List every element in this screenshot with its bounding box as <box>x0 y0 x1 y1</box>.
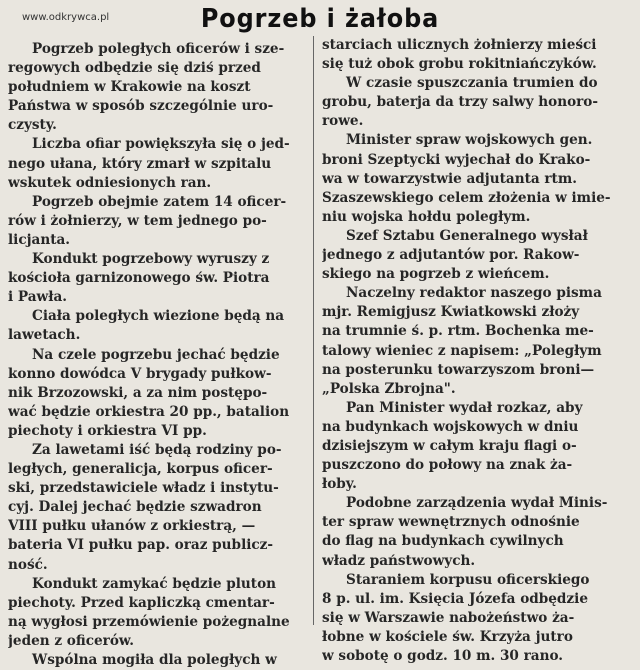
article-title: Pogrzeb i żałoba <box>200 4 440 34</box>
text-line: rów i żołnierzy, w tem jednego po- <box>8 212 267 229</box>
text-line: talowy wieniec z napisem: „Poległym <box>322 342 602 359</box>
watermark: www.odkrywca.pl <box>22 12 110 23</box>
paragraph <box>8 307 305 345</box>
paragraph <box>8 651 305 670</box>
paragraph <box>322 571 618 666</box>
text-line: się tuż obok grobu rokitniańczyków. <box>322 56 597 73</box>
text-line: łobne w kościele św. Krzyża jutro <box>322 628 573 645</box>
right-column <box>322 36 618 666</box>
paragraph <box>322 399 618 494</box>
text-line: licjanta. <box>8 231 71 248</box>
text-line: ność. <box>8 556 48 573</box>
text-line: skiego na pogrzeb z wieńcem. <box>322 266 550 283</box>
text-line: wać będzie orkiestra 20 pp., batalion <box>8 403 290 420</box>
paragraph <box>8 250 305 307</box>
text-line: Wspólna mogiła dla poległych w <box>32 652 277 668</box>
text-line: Staraniem korpusu oficerskiego <box>346 571 590 588</box>
paragraph <box>322 131 618 226</box>
text-line: konno dowódca V brygady pułkow- <box>8 365 272 382</box>
text-line: ległych, generalicja, korpus oficer- <box>8 461 273 478</box>
text-line: w sobotę o godz. 10 m. 30 rano. <box>322 648 564 664</box>
text-line: ski, przedstawiciele władz i instytu- <box>8 480 279 497</box>
paragraph <box>322 494 618 570</box>
text-line: starciach ulicznych żołnierzy mieści <box>322 37 597 53</box>
text-line: Ciała poległych wiezione będą na <box>32 308 285 325</box>
text-line: na trumnie ś. p. rtm. Bochenka me- <box>322 323 594 340</box>
text-line: do flag na budynkach cywilnych <box>322 533 564 550</box>
text-line: kościoła garnizonowego św. Piotra <box>8 270 270 287</box>
paragraph <box>8 346 305 441</box>
text-line: grobu, baterja da trzy salwy honoro- <box>322 94 599 111</box>
paragraph <box>8 575 305 651</box>
text-line: mjr. Remigjusz Kwiatkowski złoży <box>322 304 580 321</box>
text-line: na budynkach wojskowych w dniu <box>322 418 579 435</box>
text-line: Za lawetami iść będą rodziny po- <box>32 441 282 458</box>
text-line: jeden z oficerów. <box>8 632 134 649</box>
column-divider <box>313 36 314 625</box>
text-line: Pan Minister wydał rozkaz, aby <box>346 399 583 416</box>
text-line: czysty. <box>8 117 57 134</box>
text-line: Liczba ofiar powiększyła się o jed- <box>32 136 290 153</box>
text-line: Kondukt pogrzebowy wyruszy z <box>32 251 270 268</box>
text-line: „Polska Zbrojna". <box>322 380 456 397</box>
text-line: broni Szeptycki wyjechał do Krako- <box>322 151 591 168</box>
text-line: wskutek odniesionych ran. <box>8 174 212 191</box>
text-line: ną wygłosi przemówienie pożegnalne <box>8 613 290 630</box>
text-line: piechoty i orkiestra VI pp. <box>8 422 207 439</box>
text-line: Pogrzeb poległych oficerów i sze- <box>32 41 285 57</box>
text-line: Kondukt zamykać będzie pluton <box>32 575 277 592</box>
text-line: 8 p. ul. im. Księcia Józefa odbędzie <box>322 590 588 607</box>
text-line: i Pawła. <box>8 289 68 306</box>
text-line: lawetach. <box>8 327 81 344</box>
text-line: VIII pułku ułanów z orkiestrą, — <box>8 518 256 535</box>
text-line: się w Warszawie nabożeństwo ża- <box>322 609 575 626</box>
paragraph <box>322 74 618 131</box>
text-line: łoby. <box>322 476 357 493</box>
text-line: rowe. <box>322 113 364 130</box>
text-line: Szef Sztabu Generalnego wysłał <box>346 227 588 244</box>
text-line: Państwa w sposób szczególnie uro- <box>8 98 274 115</box>
text-line: władz państwowych. <box>322 552 476 569</box>
text-line: W czasie spuszczania trumien do <box>346 75 598 92</box>
text-line: regowych odbędzie się dziś przed <box>8 60 261 77</box>
text-line: Naczelny redaktor naszego pisma <box>346 285 602 302</box>
text-line: Szaszewskiego celem złożenia w imie- <box>322 189 611 206</box>
paragraph <box>8 135 305 192</box>
text-line: puszczono do połowy na znak ża- <box>322 457 573 474</box>
text-line: Na czele pogrzebu jechać będzie <box>32 346 280 363</box>
text-line: południem w Krakowie na koszt <box>8 79 251 96</box>
paragraph <box>8 40 305 135</box>
paragraph <box>322 36 618 74</box>
paragraph <box>8 441 305 575</box>
text-line: ter spraw wewnętrznych odnośnie <box>322 514 580 531</box>
text-line: piechoty. Przed kapliczką cmentar- <box>8 594 275 611</box>
text-line: dzisiejszym w całym kraju flagi o- <box>322 437 577 454</box>
text-line: jednego z adjutantów por. Rakow- <box>322 247 580 264</box>
text-line: Podobne zarządzenia wydał Minis- <box>346 495 608 512</box>
paragraph <box>8 193 305 250</box>
paragraph <box>322 284 618 399</box>
text-line: wa w towarzystwie adjutanta rtm. <box>322 170 577 187</box>
text-line: nik Brzozowski, a za nim postępo- <box>8 384 268 401</box>
text-line: na posterunku towarzyszom broni— <box>322 361 595 378</box>
paragraph <box>322 227 618 284</box>
text-line: Minister spraw wojskowych gen. <box>346 132 593 149</box>
text-line: Pogrzeb obejmie zatem 14 oficer- <box>32 193 287 210</box>
left-column <box>8 40 305 670</box>
text-line: bateria VI pułku pap. oraz publicz- <box>8 537 274 554</box>
text-line: niu wojska hołdu poległym. <box>322 208 531 225</box>
text-line: cyj. Dalej jechać będzie szwadron <box>8 499 262 516</box>
text-line: nego ułana, który zmarł w szpitalu <box>8 155 272 172</box>
